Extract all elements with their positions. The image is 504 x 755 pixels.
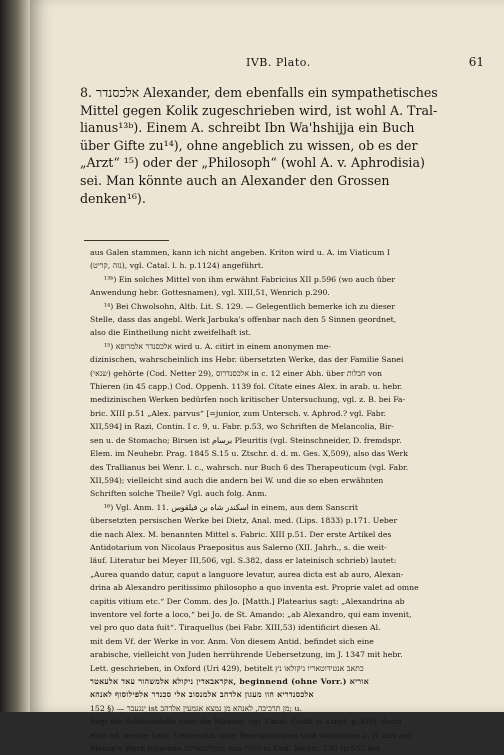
main-line: 8. אלכסנדר Alexander, dem ebenfalls ein sympathetisches: [80, 85, 438, 100]
footnote-line: also die Eintheilung nicht zweifelhaft ist.: [90, 328, 252, 338]
main-paragraph: [80, 84, 480, 207]
footnote-line: ¹³ᵇ) Ein solches Mittel von ihm erwähnt Fabricius XII p.596 (wo auch über: [104, 274, 396, 284]
footnote-line: אקראבאדין ניקולא אלמשהור עאד אלעאטר, beginnend (ohne Vorr.) אוריא: [90, 677, 369, 686]
footnote-line: Mesue's Werk folgende אנטידוטאריום von ניקולו in Cod. Medic. 530 (p.555 bei: [90, 744, 380, 754]
footnote-line: medizinischen Werken bedürfen noch kritischer Untersuchung, vgl. z. B. bei Fa-: [90, 395, 406, 405]
footnote-line: aus Galen stammen, kann ich nicht angeben. Kriton wird u. A. im Viaticum I: [90, 248, 390, 257]
footnote-separator-rule: [84, 240, 169, 241]
footnote-line: die nach Alex. M. benannten Mittel s. Fabric. XIII p.51. Der erste Artikel des: [90, 529, 392, 539]
footnote-line: ¹⁵) אלכסנדר אלמרופא wird u. A. citirt in einem anonymen me-: [104, 341, 331, 351]
footnote-line: dizinischen, wahrscheinlich ins Hebr. übersetzten Werke, das der Familie Sanei: [90, 355, 404, 365]
footnote-line: sen u. de Stomacho; Birsen ist برسام Pleuritis (vgl. Steinschneider, D. fremdspr.: [90, 435, 402, 445]
page-number: 61: [468, 55, 484, 69]
footnote-line: ¹⁴) Bei Chwolsohn, Altb. Lit. S. 129. — Gelegentlich bemerke ich zu dieser: [104, 301, 396, 311]
page-header: [30, 56, 504, 72]
footnote-line: Schriften solche Theile? Vgl. auch folg. Anm.: [90, 489, 267, 499]
footnote-line: Antidotarium von Nicolaus Praepositus aus Salerno (XII. Jahrh., s. die weit-: [90, 542, 387, 552]
main-line: sei. Man könnte auch an Alexander den Grossen: [80, 172, 390, 188]
footnote-line: (נזה ,קריט), vgl. Catal. l. h. p.1124) angeführt.: [90, 261, 264, 271]
footnote-line: inventore vel forte a loco,“ bei Jo. de St. Amando: „ab Alexandro, qui eam invenit,: [90, 609, 412, 619]
main-line: Mittel gegen Kolik zugeschrieben wird, ist wohl A. Tral-: [80, 102, 438, 118]
footnote-line: Thieren (in 45 capp.) Cod. Oppenh. 1139 fol. Citate eines Alex. in arab. u. hebr.: [90, 382, 403, 392]
footnote-line: arabische, vielleicht von Juden herrührende Uebersetzung, im J. 1347 mit hebr.: [90, 650, 403, 660]
footnote-line: אלכסנדריא הוו מעגון אלדהב אלמנסוב אלי סכנדר אלפילוסוף לאנהא: [90, 690, 314, 700]
footnote-line: vel pro quo data fuit“. Tiraquellus (bei Fabr. XIII,53) identificirt diesen Al.: [90, 623, 381, 633]
footnotes: [90, 246, 480, 755]
footnote-line: „Aurea quando datur, caput a languore levatur, aurea dicta est ab auro, Alexan-: [90, 569, 404, 579]
footnote-line: Stelle, dass das angebl. Werk Jarbuka's offenbar nach den 5 Sinnen geordnet,: [90, 315, 397, 325]
footnote-line: Lett. geschrieben, in Oxford (Uri 429), betitelt כתאב אנטידוטאריו ניקולאו נץ: [90, 663, 364, 673]
footnote-line: bric. XIII p.51 „Alex. parvus“ [=junior, zum Untersch. v. Aphrod.? vgl. Fabr.: [90, 408, 387, 418]
main-line: denken¹⁶).: [80, 190, 146, 206]
footnote-line: (שנאי) gehörte (Cod. Netter 29), אלכסנדרוס in c. 12 einer Abh. über חבלות von: [90, 368, 383, 378]
footnote-line: capitis vitium etc.“ Der Comm. des Jo. [Matth.] Platearius sagt: „Alexandrina ab: [90, 596, 405, 606]
main-line: über Gifte zu¹⁴), ohne angeblich zu wissen, ob es der: [80, 137, 418, 153]
footnote-line: eine od. mehre hebr. Uebersetz. oder Bearbeitungen sind vorhanden z. B. das auf: [90, 730, 412, 740]
footnote-line: übersetzten persischen Werke bei Dietz, Anal. med. (Lips. 1833) p.171. Ueber: [90, 516, 398, 526]
book-page: [30, 0, 504, 754]
main-line: „Arzt“ ¹⁵) oder der „Philosoph“ (wohl A. v. Aphrodisia): [80, 155, 425, 171]
footnote-line: XII,594] in Razi, Contin. I c. 9, u. Fabr. p.53, wo Schriften de Melancolia, Bir-: [90, 422, 394, 432]
footnote-line: ¹⁶) Vgl. Anm. 11. اسکندر شاه بن فیلقوس in einem, aus dem Sanscrit: [104, 502, 359, 512]
main-line: lianus¹³ᵇ). Einem A. schreibt Ibn Wa'hshijja ein Buch: [80, 120, 415, 136]
running-title: IVB. Plato.: [246, 56, 311, 69]
book-spine-shadow: [0, 0, 30, 712]
footnote-line: drina ab Alexandro peritissimo philosopho a quo inventa est. Proprie valet ad omne: [90, 583, 419, 593]
footnote-line: läuf. Literatur bei Meyer III,506, vgl. S.382, dass er lateinisch schrieb) lautet:: [90, 556, 397, 566]
footnote-line: mit dem Vf. der Werke in vor. Anm. Von diesem Antid. befindet sich eine: [90, 636, 374, 646]
footnote-line: folgt die Schlussstelle über die Maasse, vgl. Catal. Codd. h. Lugd. p.350). Auch: [90, 717, 402, 727]
footnote-line: ינגעבר — (§ 152 ist מן תרכיבה, לאנהא מן נמצא אגמעין אלדהב; u.: [90, 703, 302, 713]
footnote-line: Elem. im Neuhebr. Prag. 1845 S.15 u. Ztschr. d. d. m. Ges. X,509), also das Werk: [90, 449, 408, 459]
footnote-line: des Trallianus bei Wenr. l. c., wahrsch. nur Buch 6 des Therapeuticum (vgl. Fabr.: [90, 462, 409, 472]
footnote-line: XII,594); vielleicht sind auch die andern bei W. und die so eben erwähnten: [90, 475, 384, 485]
footnote-line: Anwendung hebr. Gottesnamen), vgl. XIII,51, Wenrich p.290.: [90, 288, 330, 298]
